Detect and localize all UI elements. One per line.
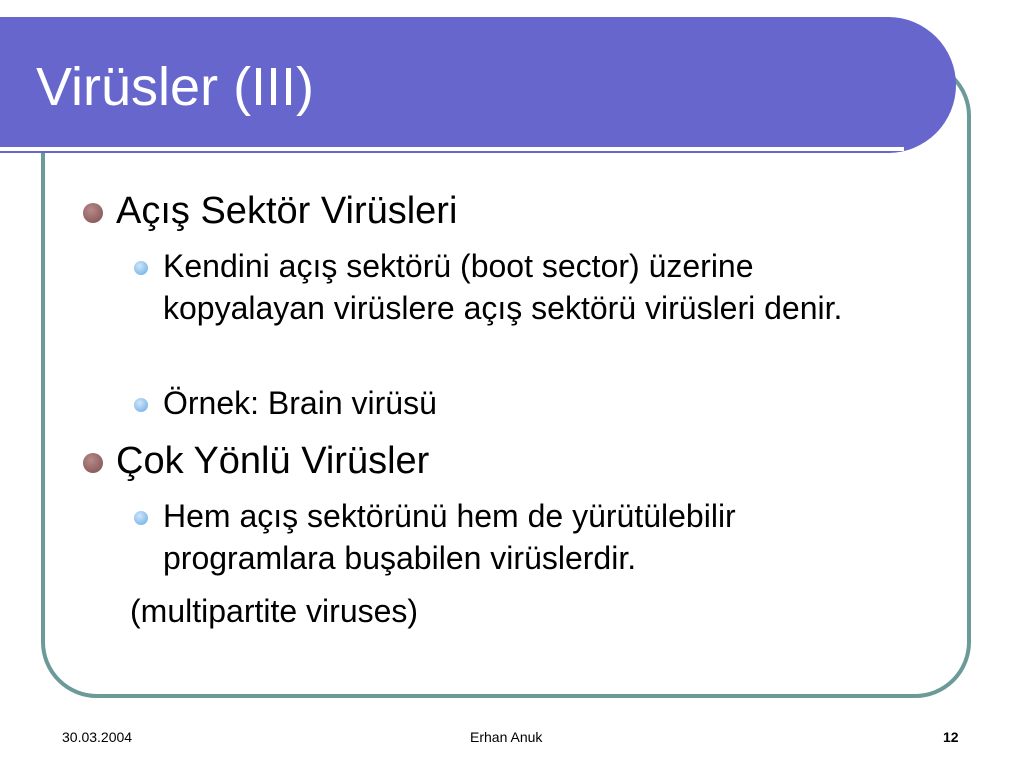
title-underline — [0, 147, 904, 151]
bullet-2-sub-1-text: Hem açış sektörünü hem de yürütülebilir programlara buşabilen virüslerdir. — [163, 498, 736, 576]
slide-title: Virüsler (III) — [36, 57, 315, 117]
bullet-1-text: Açış Sektör Virüsleri — [116, 190, 458, 232]
title-band — [0, 17, 956, 153]
bullet-2-note-text: (multipartite viruses) — [130, 593, 419, 629]
footer-author: Erhan Anuk — [470, 729, 543, 745]
bullet-1-sub-1-text: Kendini açış sektörü (boot sector) üzerine kopyalayan virüslere açış sektörü virüsleri denir. — [163, 248, 843, 326]
level2-bullet-icon — [134, 511, 148, 525]
bullet-2-text: Çok Yönlü Virüsler — [116, 440, 430, 482]
level2-bullet-icon — [134, 261, 148, 275]
bullet-1-sub-2-text: Örnek: Brain virüsü — [163, 385, 437, 421]
footer-page-number: 12 — [943, 729, 959, 745]
level1-bullet-icon — [83, 203, 103, 223]
level2-bullet-icon — [134, 398, 148, 412]
footer-date: 30.03.2004 — [62, 729, 133, 745]
level1-bullet-icon — [83, 453, 103, 473]
